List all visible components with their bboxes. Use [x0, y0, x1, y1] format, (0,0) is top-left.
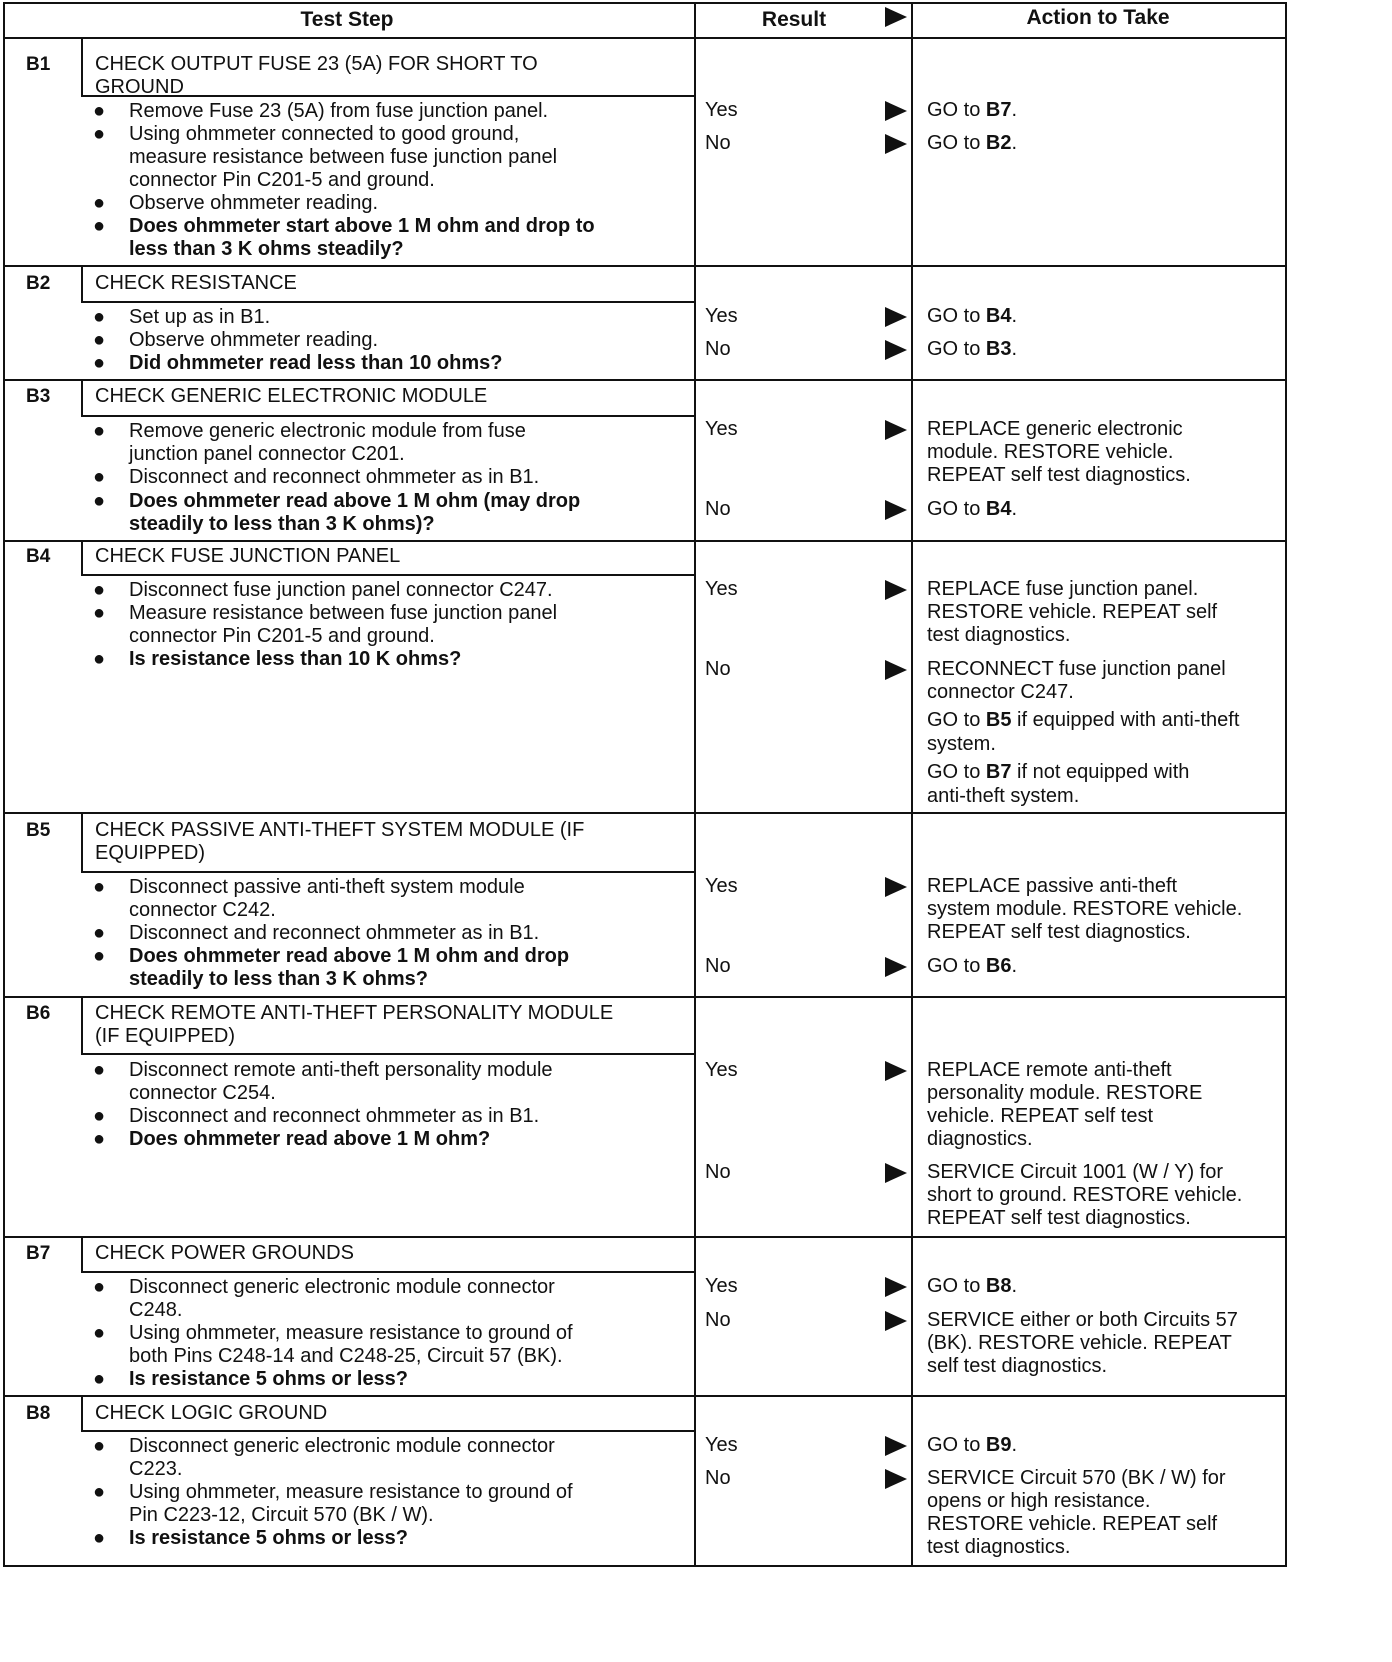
action-segment: RECONNECT fuse junction panel — [927, 658, 1226, 680]
action-segment: system. — [927, 733, 996, 755]
rule-line — [81, 1236, 83, 1271]
rule-line — [3, 2, 5, 1567]
action-text — [927, 624, 1070, 647]
result-arrow-icon — [885, 500, 907, 520]
action-text — [927, 1309, 1238, 1332]
rule-line — [911, 2, 913, 1567]
bullet-text: Disconnect generic electronic module connector — [129, 1276, 555, 1298]
action-segment: . — [1011, 305, 1018, 327]
bullet-icon: ● — [93, 123, 106, 145]
action-text — [927, 1128, 1033, 1151]
bullet-icon: ● — [93, 1527, 106, 1549]
action-text — [927, 1332, 1232, 1355]
action-segment: vehicle. REPEAT self test — [927, 1105, 1154, 1127]
rule-line — [81, 415, 696, 417]
result-label: Yes — [705, 1275, 738, 1297]
bullet-icon: ● — [93, 329, 106, 351]
step-id: B3 — [26, 386, 51, 407]
rule-line — [81, 265, 83, 301]
bullet-icon: ● — [93, 922, 106, 944]
rule-line — [81, 574, 696, 576]
result-label: No — [705, 132, 731, 154]
action-segment: diagnostics. — [927, 1128, 1033, 1150]
action-segment: B7 — [985, 99, 1012, 121]
result-arrow-icon — [885, 307, 907, 327]
action-text — [927, 875, 1177, 898]
header-result: Result — [761, 8, 827, 31]
action-text — [927, 658, 1226, 681]
action-segment: personality module. RESTORE — [927, 1082, 1203, 1104]
bullet-icon: ● — [93, 876, 106, 898]
bullet-text: connector C254. — [129, 1082, 276, 1104]
action-segment: self test diagnostics. — [927, 1355, 1108, 1377]
action-text — [927, 464, 1191, 487]
bullet-icon: ● — [93, 490, 106, 512]
bullet-text: Disconnect generic electronic module connector — [129, 1435, 555, 1457]
action-text — [927, 1355, 1107, 1378]
action-segment: RESTORE vehicle. REPEAT self — [927, 601, 1218, 623]
action-segment: . — [1011, 955, 1018, 977]
result-label: No — [705, 498, 731, 520]
result-label: No — [705, 338, 731, 360]
bullet-icon: ● — [93, 420, 106, 442]
bullet-icon: ● — [93, 579, 106, 601]
action-segment: module. RESTORE vehicle. — [927, 441, 1174, 463]
action-segment: GO to — [927, 132, 986, 154]
action-segment: B6 — [985, 955, 1012, 977]
action-segment: GO to — [927, 99, 986, 121]
rule-line — [81, 1053, 696, 1055]
action-text — [927, 418, 1183, 441]
bullet-text: Does ohmmeter read above 1 M ohm? — [129, 1128, 491, 1150]
rule-line — [3, 1236, 1287, 1238]
bullet-text: Does ohmmeter start above 1 M ohm and drop to — [129, 215, 595, 237]
result-label: Yes — [705, 875, 738, 897]
bullet-text: measure resistance between fuse junction panel — [129, 146, 558, 168]
result-label: No — [705, 1467, 731, 1489]
bullet-text: Remove generic electronic module from fuse — [129, 420, 526, 442]
action-text — [927, 132, 1017, 155]
rule-line — [81, 1430, 696, 1432]
rule-line — [3, 812, 1287, 814]
action-text — [927, 1513, 1217, 1536]
rule-line — [3, 1395, 1287, 1397]
rule-line — [81, 379, 83, 415]
rule-line — [81, 37, 83, 95]
action-segment: . — [1011, 99, 1018, 121]
result-label: Yes — [705, 99, 738, 121]
bullet-text: Disconnect and reconnect ohmmeter as in B1. — [129, 922, 540, 944]
action-segment: RESTORE vehicle. REPEAT self — [927, 1513, 1218, 1535]
rule-line — [81, 1271, 696, 1273]
step-title: EQUIPPED) — [95, 842, 206, 864]
bullet-text: Remove Fuse 23 (5A) from fuse junction panel. — [129, 100, 549, 122]
result-label: No — [705, 955, 731, 977]
action-segment: test diagnostics. — [927, 1536, 1071, 1558]
action-segment: GO to — [927, 761, 986, 783]
bullet-text: C223. — [129, 1458, 183, 1480]
rule-line — [3, 996, 1287, 998]
step-id: B5 — [26, 820, 51, 841]
action-segment: connector C247. — [927, 681, 1074, 703]
action-text — [927, 338, 1017, 361]
action-text — [927, 578, 1198, 601]
action-segment: . — [1011, 338, 1018, 360]
result-arrow-icon — [885, 420, 907, 440]
action-segment: test diagnostics. — [927, 624, 1071, 646]
bullet-icon: ● — [93, 215, 106, 237]
action-segment: REPLACE remote anti-theft — [927, 1059, 1172, 1081]
bullet-text: connector Pin C201-5 and ground. — [129, 169, 435, 191]
action-text — [927, 1105, 1153, 1128]
action-text — [927, 1082, 1202, 1105]
bullet-icon: ● — [93, 1059, 106, 1081]
bullet-icon: ● — [93, 1322, 106, 1344]
result-label: No — [705, 1309, 731, 1331]
action-text — [927, 1490, 1150, 1513]
rule-line — [81, 871, 696, 873]
bullet-text: steadily to less than 3 K ohms? — [129, 968, 428, 990]
bullet-icon: ● — [93, 100, 106, 122]
bullet-icon: ● — [93, 306, 106, 328]
action-text — [927, 681, 1074, 704]
action-segment: GO to — [927, 709, 986, 731]
action-segment: . — [1011, 1434, 1018, 1456]
rule-line — [3, 1565, 1287, 1567]
action-text — [927, 785, 1079, 808]
action-text — [927, 1434, 1017, 1457]
action-segment: SERVICE either or both Circuits 57 — [927, 1309, 1238, 1331]
action-segment: REPEAT self test diagnostics. — [927, 1207, 1191, 1229]
step-title: CHECK LOGIC GROUND — [95, 1402, 328, 1424]
action-text — [927, 955, 1017, 978]
step-title: CHECK FUSE JUNCTION PANEL — [95, 545, 401, 567]
action-segment: B5 — [985, 709, 1012, 731]
step-title: CHECK OUTPUT FUSE 23 (5A) FOR SHORT TO — [95, 53, 538, 75]
action-segment: GO to — [927, 1434, 986, 1456]
bullet-icon: ● — [93, 466, 106, 488]
bullet-icon: ● — [93, 1276, 106, 1298]
action-segment: if not equipped with — [1011, 761, 1190, 783]
action-segment: B7 — [985, 761, 1012, 783]
action-segment: (BK). RESTORE vehicle. REPEAT — [927, 1332, 1232, 1354]
result-arrow-icon — [885, 1311, 907, 1331]
action-segment: system module. RESTORE vehicle. — [927, 898, 1243, 920]
bullet-icon: ● — [93, 602, 106, 624]
action-segment: B3 — [985, 338, 1012, 360]
bullet-icon: ● — [93, 1435, 106, 1457]
bullet-text: connector C242. — [129, 899, 276, 921]
bullet-text: Disconnect and reconnect ohmmeter as in B1. — [129, 1105, 540, 1127]
bullet-text: Disconnect remote anti-theft personality module — [129, 1059, 553, 1081]
action-segment: GO to — [927, 955, 986, 977]
rule-line — [81, 996, 83, 1053]
action-text — [927, 441, 1173, 464]
bullet-text: Is resistance less than 10 K ohms? — [129, 648, 462, 670]
step-title: CHECK REMOTE ANTI-THEFT PERSONALITY MODULE — [95, 1002, 614, 1024]
rule-line — [3, 37, 1287, 39]
action-segment: B8 — [985, 1275, 1012, 1297]
action-segment: opens or high resistance. — [927, 1490, 1151, 1512]
action-segment: REPEAT self test diagnostics. — [927, 464, 1191, 486]
action-segment: if equipped with anti-theft — [1011, 709, 1240, 731]
rule-line — [3, 265, 1287, 267]
action-segment: GO to — [927, 498, 986, 520]
action-text — [927, 1207, 1191, 1230]
rule-line — [81, 540, 83, 574]
step-title: CHECK POWER GROUNDS — [95, 1242, 354, 1264]
bullet-text: Disconnect and reconnect ohmmeter as in B1. — [129, 466, 540, 488]
action-text — [927, 761, 1189, 784]
bullet-text: both Pins C248-14 and C248-25, Circuit 57 (BK). — [129, 1345, 563, 1367]
action-segment: REPLACE generic electronic — [927, 418, 1183, 440]
result-arrow-icon — [885, 1436, 907, 1456]
action-text — [927, 1467, 1226, 1490]
action-text — [927, 1184, 1242, 1207]
step-title: CHECK RESISTANCE — [95, 272, 297, 294]
rule-line — [81, 301, 696, 303]
step-title: (IF EQUIPPED) — [95, 1025, 236, 1047]
action-text — [927, 1059, 1172, 1082]
result-label: No — [705, 658, 731, 680]
step-title: CHECK GENERIC ELECTRONIC MODULE — [95, 385, 488, 407]
bullet-icon: ● — [93, 648, 106, 670]
bullet-text: Using ohmmeter, measure resistance to ground of — [129, 1322, 573, 1344]
step-id: B8 — [26, 1403, 51, 1424]
action-text — [927, 305, 1017, 328]
bullet-text: Does ohmmeter read above 1 M ohm (may drop — [129, 490, 581, 512]
action-segment: GO to — [927, 305, 986, 327]
action-text — [927, 898, 1242, 921]
action-segment: B2 — [985, 132, 1012, 154]
action-segment: anti-theft system. — [927, 785, 1080, 807]
step-id: B7 — [26, 1243, 51, 1264]
action-segment: short to ground. RESTORE vehicle. — [927, 1184, 1243, 1206]
action-segment: REPLACE fuse junction panel. — [927, 578, 1199, 600]
action-segment: B4 — [985, 498, 1012, 520]
step-title: CHECK PASSIVE ANTI-THEFT SYSTEM MODULE (IF — [95, 819, 585, 841]
action-segment: GO to — [927, 338, 986, 360]
bullet-text: Observe ohmmeter reading. — [129, 329, 379, 351]
action-text — [927, 1536, 1070, 1559]
bullet-icon: ● — [93, 1481, 106, 1503]
result-arrow-icon — [885, 1163, 907, 1183]
action-segment: . — [1011, 132, 1018, 154]
bullet-icon: ● — [93, 945, 106, 967]
action-text — [927, 1161, 1223, 1184]
step-id: B4 — [26, 546, 51, 567]
result-arrow-icon — [885, 1469, 907, 1489]
result-arrow-icon — [885, 660, 907, 680]
action-segment: GO to — [927, 1275, 986, 1297]
action-text — [927, 733, 996, 756]
action-text — [927, 921, 1191, 944]
bullet-text: Using ohmmeter, measure resistance to ground of — [129, 1481, 573, 1503]
bullet-text: junction panel connector C201. — [129, 443, 405, 465]
action-segment: B4 — [985, 305, 1012, 327]
bullet-text: Measure resistance between fuse junction panel — [129, 602, 558, 624]
bullet-text: Is resistance 5 ohms or less? — [129, 1368, 409, 1390]
rule-line — [3, 2, 1287, 4]
bullet-text: Using ohmmeter connected to good ground, — [129, 123, 520, 145]
result-label: Yes — [705, 418, 738, 440]
bullet-text: C248. — [129, 1299, 183, 1321]
bullet-icon: ● — [93, 192, 106, 214]
bullet-icon: ● — [93, 1105, 106, 1127]
bullet-text: steadily to less than 3 K ohms)? — [129, 513, 435, 535]
action-segment: REPLACE passive anti-theft — [927, 875, 1178, 897]
bullet-text: Observe ohmmeter reading. — [129, 192, 379, 214]
result-label: Yes — [705, 1434, 738, 1456]
action-segment: . — [1011, 498, 1018, 520]
bullet-text: less than 3 K ohms steadily? — [129, 238, 404, 260]
action-segment: SERVICE Circuit 570 (BK / W) for — [927, 1467, 1226, 1489]
bullet-text: Disconnect passive anti-theft system module — [129, 876, 525, 898]
action-segment: SERVICE Circuit 1001 (W / Y) for — [927, 1161, 1224, 1183]
action-segment: B9 — [985, 1434, 1012, 1456]
step-id: B1 — [26, 54, 51, 75]
header-action: Action to Take — [1026, 6, 1170, 29]
rule-line — [1285, 2, 1287, 1567]
action-text — [927, 601, 1217, 624]
bullet-text: Did ohmmeter read less than 10 ohms? — [129, 352, 503, 374]
bullet-text: Disconnect fuse junction panel connector C247. — [129, 579, 553, 601]
result-arrow-icon — [885, 580, 907, 600]
action-text — [927, 99, 1017, 122]
rule-line — [3, 379, 1287, 381]
rule-line — [3, 540, 1287, 542]
rule-line — [694, 2, 696, 1567]
bullet-text: Pin C223-12, Circuit 570 (BK / W). — [129, 1504, 434, 1526]
result-label: No — [705, 1161, 731, 1183]
bullet-icon: ● — [93, 1128, 106, 1150]
bullet-icon: ● — [93, 1368, 106, 1390]
rule-line — [81, 812, 83, 871]
action-text — [927, 1275, 1017, 1298]
step-id: B2 — [26, 273, 51, 294]
bullet-text: Set up as in B1. — [129, 306, 271, 328]
result-arrow-icon — [885, 1277, 907, 1297]
result-arrow-icon — [885, 1061, 907, 1081]
bullet-text: Is resistance 5 ohms or less? — [129, 1527, 409, 1549]
result-arrow-icon — [885, 957, 907, 977]
rule-line — [81, 1395, 83, 1430]
header-arrow-icon — [885, 7, 907, 27]
result-label: Yes — [705, 305, 738, 327]
bullet-icon: ● — [93, 352, 106, 374]
result-label: Yes — [705, 1059, 738, 1081]
action-segment: . — [1011, 1275, 1018, 1297]
result-arrow-icon — [885, 340, 907, 360]
bullet-text: Does ohmmeter read above 1 M ohm and drop — [129, 945, 570, 967]
step-title: GROUND — [95, 76, 184, 98]
action-text — [927, 498, 1017, 521]
step-id: B6 — [26, 1003, 51, 1024]
action-segment: REPEAT self test diagnostics. — [927, 921, 1191, 943]
result-arrow-icon — [885, 101, 907, 121]
header-test-step: Test Step — [300, 8, 394, 31]
result-label: Yes — [705, 578, 738, 600]
result-arrow-icon — [885, 134, 907, 154]
result-arrow-icon — [885, 877, 907, 897]
action-text — [927, 709, 1239, 732]
bullet-text: connector Pin C201-5 and ground. — [129, 625, 435, 647]
